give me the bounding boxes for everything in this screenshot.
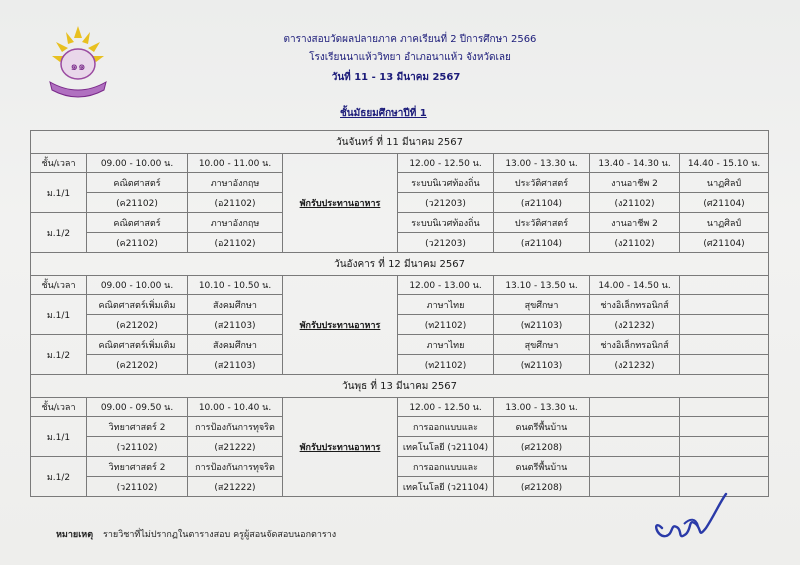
day-title-row [31, 253, 769, 276]
time-header-row [31, 398, 769, 417]
subject-code: เทคโนโลยี (ว21104) [398, 437, 494, 457]
time-header-row [31, 154, 769, 173]
subject-name: ดนตรีพื้นบ้าน [494, 457, 590, 477]
class-time-corner: ชั้น/เวลา [31, 276, 87, 295]
class-name: ม.1/2 [31, 213, 87, 253]
class-name: ม.1/2 [31, 457, 87, 497]
exam-timetable [30, 130, 769, 497]
subject-name: คณิตศาสตร์ [87, 213, 188, 233]
subject-name: นาฏศิลป์ [680, 213, 769, 233]
code-row [31, 437, 769, 457]
subject-code: (ง21232) [590, 355, 680, 375]
subject-name: ช่างอิเล็กทรอนิกส์ [590, 335, 680, 355]
subject-code: (ท21102) [398, 315, 494, 335]
subject-name: ช่างอิเล็กทรอนิกส์ [590, 295, 680, 315]
subject-name [680, 335, 769, 355]
day-title-row [31, 131, 769, 154]
subject-name: การออกแบบและ [398, 457, 494, 477]
time-slot: 09.00 - 10.00 น. [87, 276, 188, 295]
footnote-label: หมายเหตุ [56, 530, 94, 540]
class-time-corner: ชั้น/เวลา [31, 398, 87, 417]
subject-code: (ส21222) [188, 477, 283, 497]
code-row [31, 355, 769, 375]
subject-name: งานอาชีพ 2 [590, 173, 680, 193]
subject-code: (ค21202) [87, 315, 188, 335]
subject-name: งานอาชีพ 2 [590, 213, 680, 233]
day-title: วันพุธ ที่ 13 มีนาคม 2567 [31, 375, 769, 398]
subject-name: ภาษาอังกฤษ [188, 213, 283, 233]
class-name: ม.1/1 [31, 173, 87, 213]
lunch-break: พักรับประทานอาหาร [283, 398, 398, 497]
subject-code: (ว21102) [87, 437, 188, 457]
time-slot: 13.10 - 13.50 น. [494, 276, 590, 295]
subject-code: (ส21103) [188, 315, 283, 335]
subject-code: (ส21222) [188, 437, 283, 457]
class-time-corner: ชั้น/เวลา [31, 154, 87, 173]
time-slot: 14.40 - 15.10 น. [680, 154, 769, 173]
subject-row [31, 417, 769, 437]
subject-name: ภาษาไทย [398, 335, 494, 355]
subject-code: (ว21203) [398, 233, 494, 253]
signature-image [648, 488, 730, 544]
subject-name [590, 457, 680, 477]
grade-level-title: ชั้นมัธยมศึกษาปีที่ 1 [340, 108, 427, 119]
subject-code: (ง21102) [590, 233, 680, 253]
subject-name: สุขศึกษา [494, 335, 590, 355]
subject-name [680, 457, 769, 477]
footnote-text: รายวิชาที่ไม่ปรากฏในตารางสอบ ครูผู้สอนจัดสอบนอกตาราง [103, 530, 337, 540]
subject-name: ประวัติศาสตร์ [494, 173, 590, 193]
subject-code: เทคโนโลยี (ว21104) [398, 477, 494, 497]
subject-code: (ค21102) [87, 193, 188, 213]
subject-name: สุขศึกษา [494, 295, 590, 315]
subject-name: คณิตศาสตร์เพิ่มเติม [87, 295, 188, 315]
subject-row [31, 295, 769, 315]
day-title: วันอังคาร ที่ 12 มีนาคม 2567 [31, 253, 769, 276]
subject-name: การป้องกันการทุจริต [188, 417, 283, 437]
subject-code [680, 355, 769, 375]
subject-name: ภาษาอังกฤษ [188, 173, 283, 193]
subject-name: นาฏศิลป์ [680, 173, 769, 193]
subject-code: (ท21102) [398, 355, 494, 375]
subject-code: (อ21102) [188, 193, 283, 213]
subject-code: (ง21102) [590, 193, 680, 213]
subject-code: (ค21202) [87, 355, 188, 375]
lunch-break: พักรับประทานอาหาร [283, 276, 398, 375]
subject-name [590, 417, 680, 437]
svg-text:๑๑: ๑๑ [70, 59, 86, 73]
subject-name: คณิตศาสตร์ [87, 173, 188, 193]
time-header-row [31, 276, 769, 295]
time-slot [680, 398, 769, 417]
exam-dates: วันที่ 11 - 13 มีนาคม 2567 [331, 72, 461, 83]
subject-code: (ศ21104) [680, 233, 769, 253]
subject-name: ระบบนิเวศท้องถิ่น [398, 173, 494, 193]
code-row [31, 233, 769, 253]
subject-code: (ว21102) [87, 477, 188, 497]
time-slot: 12.00 - 12.50 น. [398, 398, 494, 417]
document-title: ตารางสอบวัดผลปลายภาค ภาคเรียนที่ 2 ปีการศึกษา 2566 [283, 34, 537, 45]
time-slot: 09.00 - 10.00 น. [87, 154, 188, 173]
subject-code: (ศ21104) [680, 193, 769, 213]
subject-name: ระบบนิเวศท้องถิ่น [398, 213, 494, 233]
subject-name: การป้องกันการทุจริต [188, 457, 283, 477]
subject-code: (อ21102) [188, 233, 283, 253]
subject-code: (ศ21208) [494, 477, 590, 497]
subject-code: (ศ21208) [494, 437, 590, 457]
subject-row [31, 335, 769, 355]
subject-name: ภาษาไทย [398, 295, 494, 315]
time-slot [680, 276, 769, 295]
time-slot: 14.00 - 14.50 น. [590, 276, 680, 295]
time-slot: 10.10 - 10.50 น. [188, 276, 283, 295]
time-slot: 12.00 - 12.50 น. [398, 154, 494, 173]
subject-name [680, 295, 769, 315]
subject-code: (ว21203) [398, 193, 494, 213]
subject-row [31, 173, 769, 193]
subject-code [590, 437, 680, 457]
time-slot: 10.00 - 10.40 น. [188, 398, 283, 417]
class-name: ม.1/1 [31, 295, 87, 335]
subject-code [680, 437, 769, 457]
subject-code [680, 315, 769, 335]
subject-name: ดนตรีพื้นบ้าน [494, 417, 590, 437]
day-title-row [31, 375, 769, 398]
day-title: วันจันทร์ ที่ 11 มีนาคม 2567 [31, 131, 769, 154]
subject-name: วิทยาศาสตร์ 2 [87, 457, 188, 477]
subject-row [31, 457, 769, 477]
subject-name [680, 417, 769, 437]
subject-row [31, 213, 769, 233]
subject-name: คณิตศาสตร์เพิ่มเติม [87, 335, 188, 355]
time-slot: 10.00 - 11.00 น. [188, 154, 283, 173]
class-name: ม.1/2 [31, 335, 87, 375]
subject-code: (พ21103) [494, 315, 590, 335]
footnote [56, 527, 336, 541]
subject-name: วิทยาศาสตร์ 2 [87, 417, 188, 437]
school-name: โรงเรียนนาแห้ววิทยา อำเภอนาแห้ว จังหวัดเลย [309, 52, 511, 63]
subject-name: ประวัติศาสตร์ [494, 213, 590, 233]
subject-name: การออกแบบและ [398, 417, 494, 437]
code-row [31, 193, 769, 213]
subject-code: (ส21104) [494, 233, 590, 253]
subject-code: (ส21103) [188, 355, 283, 375]
code-row [31, 315, 769, 335]
time-slot: 13.00 - 13.30 น. [494, 154, 590, 173]
time-slot: 12.00 - 13.00 น. [398, 276, 494, 295]
time-slot [590, 398, 680, 417]
subject-code: (ง21232) [590, 315, 680, 335]
subject-name: สังคมศึกษา [188, 295, 283, 315]
time-slot: 13.40 - 14.30 น. [590, 154, 680, 173]
subject-code: (พ21103) [494, 355, 590, 375]
subject-name: สังคมศึกษา [188, 335, 283, 355]
subject-code: (ส21104) [494, 193, 590, 213]
class-name: ม.1/1 [31, 417, 87, 457]
subject-code: (ค21102) [87, 233, 188, 253]
time-slot: 13.00 - 13.30 น. [494, 398, 590, 417]
lunch-break: พักรับประทานอาหาร [283, 154, 398, 253]
time-slot: 09.00 - 09.50 น. [87, 398, 188, 417]
